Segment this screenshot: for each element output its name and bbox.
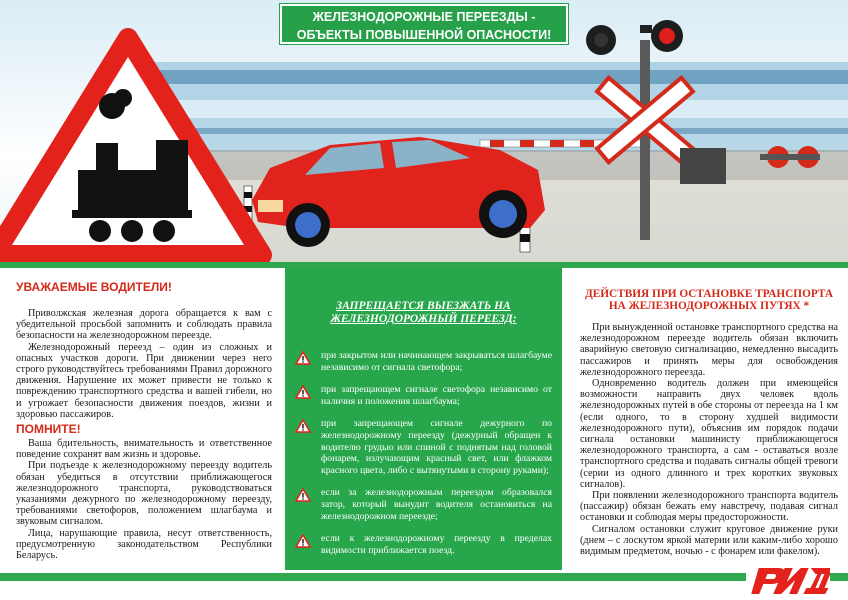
title-line-1: ЖЕЛЕЗНОДОРОЖНЫЕ ПЕРЕЕЗДЫ - [312, 10, 536, 24]
prohibitions-title [295, 300, 552, 326]
left-paragraph-4: При подъезде к железнодорожному переезду водитель обязан убедиться в отсутствии приближающегося железнодорожного транспорта, руководствоваться указаниями дежурного по железнодорожному переезду, требованиями светофоров, положением шлагбаума и звуковым сигналом. [16, 460, 272, 528]
title-line-2: ОБЪЕКТЫ ПОВЫШЕННОЙ ОПАСНОСТИ! [296, 28, 552, 42]
remember-heading: ПОМНИТЕ! [16, 422, 81, 437]
warning-icon [295, 351, 311, 365]
prohibition-text: при закрытом или начинающем закрываться шлагбауме независимо от сигнала светофора; [321, 350, 552, 373]
train-blur [120, 62, 848, 152]
left-paragraph-3: Ваша бдительность, внимательность и ответственное поведение сохранят вам жизнь и здоровье. [16, 438, 272, 461]
prohibition-text: при запрещающем сигнале дежурного по железнодорожному переезду (дежурный обращен к водителю грудью или спиной с поднятым над головой фонарем, излучающим красный свет, или флажком красного цвета, либо с вытянутыми в сторону руками); [321, 418, 552, 476]
prohibition-item [295, 350, 552, 373]
stop-actions-title-line-2: НА ЖЕЛЕЗНОДОРОЖНЫХ ПУТЯХ * [608, 300, 810, 312]
prohibitions-title-line-2: ЖЕЛЕЗНОДОРОЖНЫЙ ПЕРЕЕЗД: [330, 313, 517, 325]
drivers-notice [2, 268, 280, 568]
warning-icon [295, 385, 311, 399]
prohibitions-title-line-1: ЗАПРЕЩАЕТСЯ ВЫЕЗЖАТЬ НА [336, 300, 511, 312]
left-paragraph-2: Железнодорожный переезд – один из сложных и опасных участков дороги. При движении через него строго руководствуйтесь требованиями Правил дорожного движения. Нарушение их может привести не только к повреждению транспортного средства и вашей гибели, но и угрожает безопасности движения поездов, жизни и здоровью пассажиров. [16, 341, 272, 420]
bottom-divider [0, 573, 848, 581]
prohibition-text: если за железнодорожным переездом образовался затор, который вынудит водителя остановиться на железнодорожном переезде; [321, 487, 552, 522]
prohibition-text: при запрещающем сигнале светофора независимо от наличия и положения шлагбаума; [321, 384, 552, 407]
right-paragraph-4: Сигналом остановки служит круговое движение руки (днем – с лоскутом яркой материи или каким-либо хорошо видимым предметом, ночью - с фонарем или факелом). [580, 523, 838, 558]
stop-actions-title-line-1: ДЕЙСТВИЯ ПРИ ОСТАНОВКЕ ТРАНСПОРТА [584, 288, 834, 300]
stop-actions-panel [570, 268, 846, 568]
right-paragraph-3: При появлении железнодорожного транспорта водитель (пассажир) обязан бежать ему навстречу, подавая сигнал остановки и соблюдая меры предосторожности. [580, 490, 838, 524]
prohibitions-panel [285, 268, 562, 570]
warning-icon [295, 534, 311, 548]
prohibition-item [295, 533, 552, 556]
rzd-logo [746, 562, 830, 600]
right-paragraph-2: Одновременно водитель должен при имеющейся возможности направить двух человек вдоль железнодорожных путей в обе стороны от переезда на 1 км (если одного, то в сторону худшей видимости железнодорожного пути), объяснив им порядок подачи сигнала остановки машинисту приближающегося железнодорожного транспорта, а сам - оставаться возле транспортного средства и подавать сигналы общей тревоги (серии из одного длинного и трех коротких звуковых сигналов). [580, 378, 838, 490]
left-paragraph-1: Приволжская железная дорога обращается к вам с убедительной просьбой запомнить и соблюдать правила безопасности на железнодорожном переезде. [16, 308, 272, 342]
stop-actions-title [580, 288, 838, 312]
poster-title [280, 4, 568, 44]
right-paragraph-1: При вынужденной остановке транспортного средства на железнодорожном переезде водитель обязан включить аварийную световую сигнализацию, немедленно высадить пассажиров и принять меры для освобождения железнодорожного переезда. [580, 322, 838, 378]
prohibition-text: если к железнодорожному переезду в пределах видимости приближается поезд. [321, 533, 552, 556]
drivers-heading: УВАЖАЕМЫЕ ВОДИТЕЛИ! [16, 280, 172, 294]
warning-icon [295, 419, 311, 433]
prohibition-item [295, 487, 552, 522]
warning-icon [295, 488, 311, 502]
prohibition-item [295, 384, 552, 407]
prohibition-item [295, 418, 552, 476]
left-paragraph-5: Лица, нарушающие правила, несут ответственность, предусмотренную законодательством Республики Беларусь. [16, 527, 272, 562]
